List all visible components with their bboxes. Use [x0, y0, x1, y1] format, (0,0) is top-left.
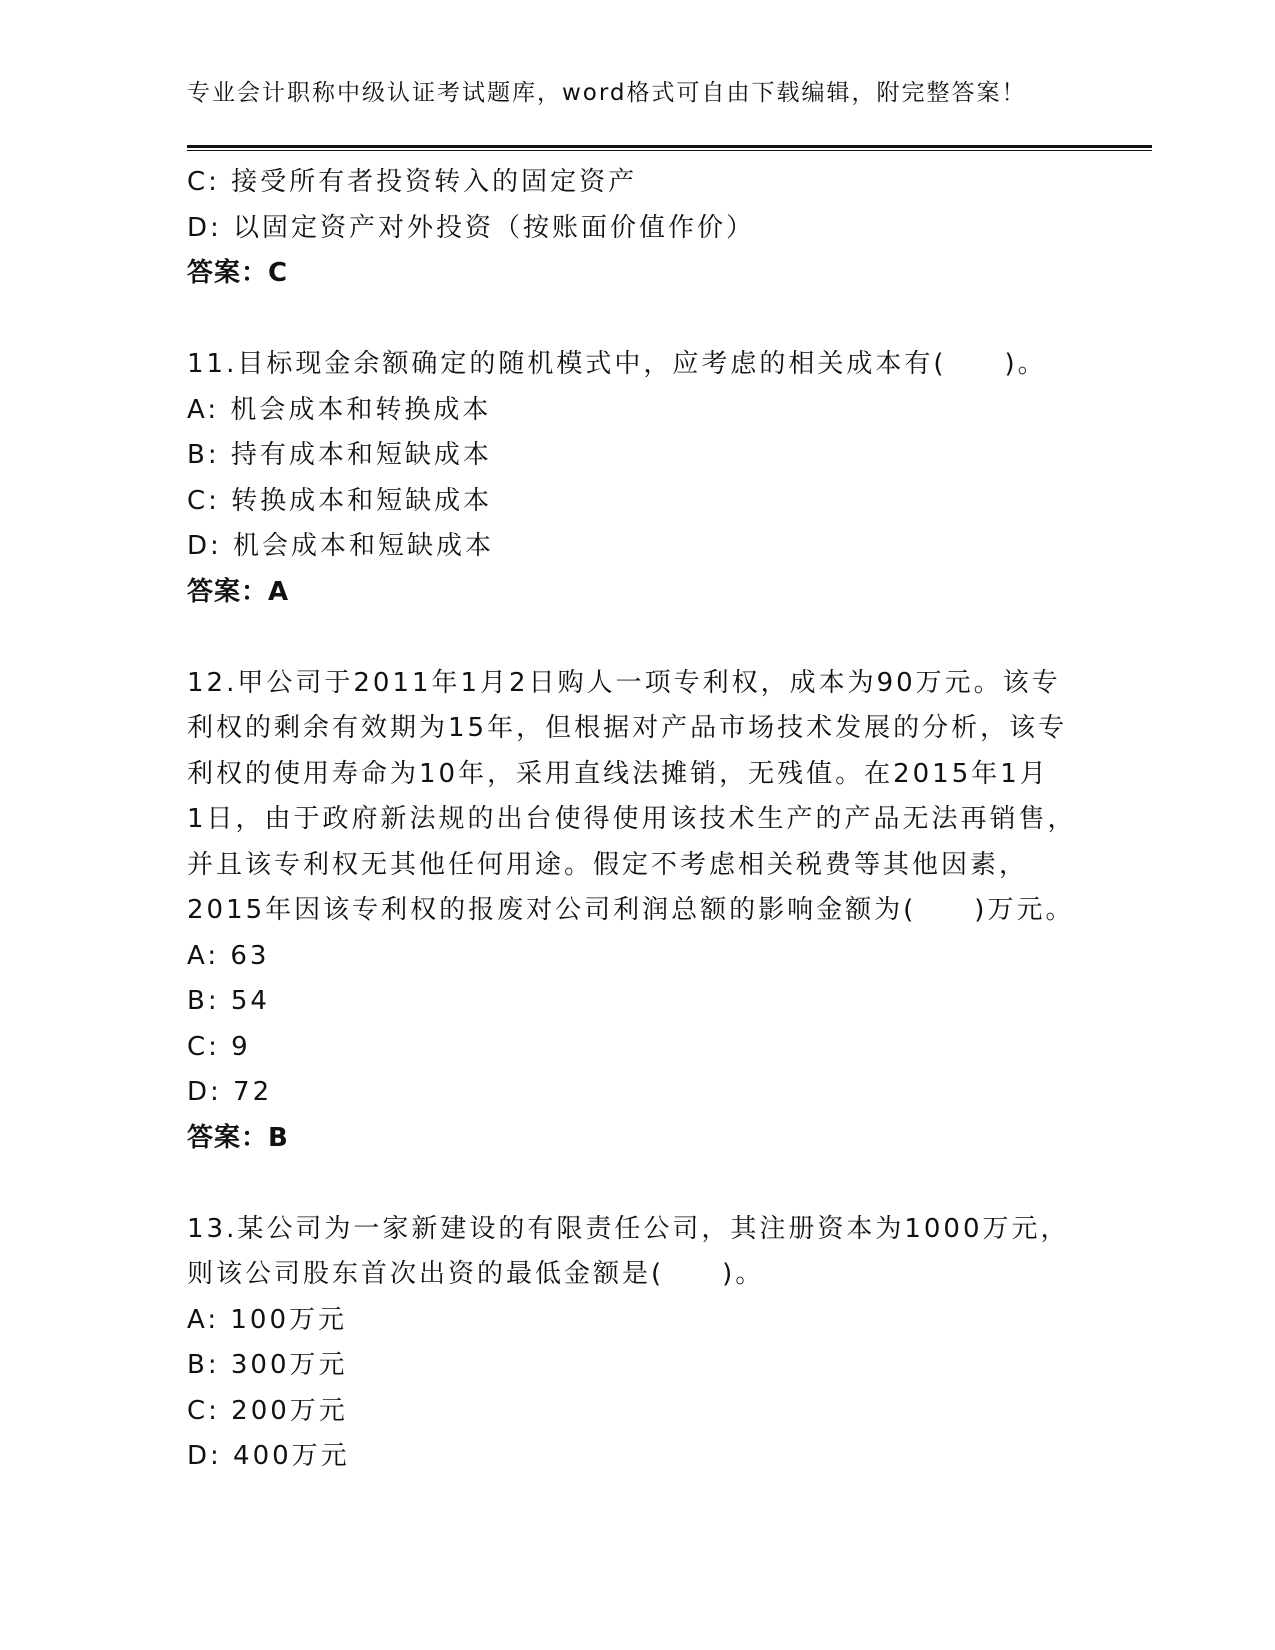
- option-a: A: 机会成本和转换成本: [187, 394, 492, 425]
- question-stem-line: 利权的剩余有效期为15年，但根据对产品市场技术发展的分析，该专: [187, 713, 1068, 743]
- header-rule-thick: [187, 145, 1152, 148]
- answer: 答案：A: [187, 576, 290, 607]
- question-13: [187, 1207, 1107, 1480]
- question-stem-line: 利权的使用寿命为10年，采用直线法摊销，无残值。在2015年1月: [187, 758, 1049, 789]
- option-b: B: 54: [187, 986, 270, 1016]
- option-c: C: 200万元: [187, 1395, 348, 1426]
- question-list: [187, 160, 1107, 1480]
- question-stem-line: 1日，由于政府新法规的出台使得使用该技术生产的产品无法再销售，: [187, 804, 1077, 834]
- answer: 答案：B: [187, 1122, 289, 1153]
- question-10: [187, 160, 1107, 297]
- header-rule-thin: [187, 150, 1152, 151]
- question-stem-line: 2015年因该专利权的报废对公司利润总额的影响金额为( )万元。: [187, 895, 1075, 925]
- option-d: D: 机会成本和短缺成本: [187, 531, 495, 561]
- question-12: [187, 661, 1107, 1162]
- option-d: D: 72: [187, 1077, 273, 1107]
- question-stem-line: 则该公司股东首次出资的最低金额是( )。: [187, 1259, 765, 1289]
- option-c: C: 9: [187, 1031, 251, 1062]
- option-c: C: 转换成本和短缺成本: [187, 485, 493, 516]
- question-11: [187, 342, 1107, 615]
- page-header: 专业会计职称中级认证考试题库，word格式可自由下载编辑，附完整答案！: [187, 80, 1027, 106]
- option-a: A: 63: [187, 940, 270, 971]
- option-b: B: 300万元: [187, 1350, 348, 1380]
- option-b: B: 持有成本和短缺成本: [187, 440, 492, 470]
- option-d: D: 400万元: [187, 1441, 350, 1471]
- question-stem-line: 12.甲公司于2011年1月2日购人一项专利权，成本为90万元。该专: [187, 667, 1061, 698]
- answer: 答案：C: [187, 258, 289, 288]
- question-stem-line: 并且该专利权无其他任何用途。假定不考虑相关税费等其他因素，: [187, 849, 1029, 880]
- option-c: C: 接受所有者投资转入的固定资产: [187, 167, 638, 197]
- question-stem-line: 13.某公司为一家新建设的有限责任公司，其注册资本为1000万元，: [187, 1213, 1070, 1244]
- question-stem: 11.目标现金余额确定的随机模式中，应考虑的相关成本有( )。: [187, 349, 1047, 379]
- option-a: A: 100万元: [187, 1304, 347, 1335]
- option-d: D: 以固定资产对外投资（按账面价值作价）: [187, 212, 756, 243]
